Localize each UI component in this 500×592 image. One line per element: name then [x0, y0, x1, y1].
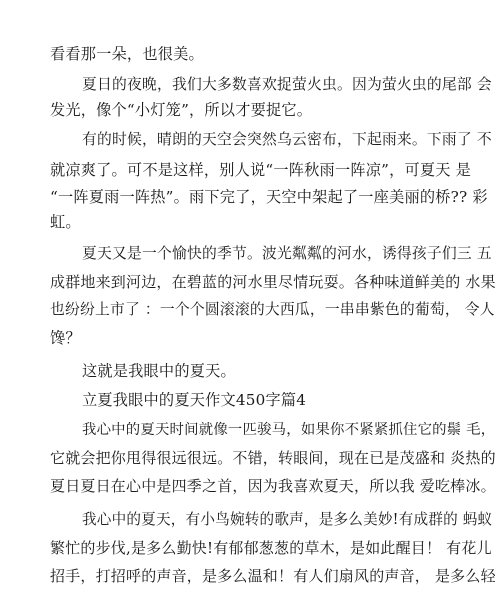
text-line: 发光，像个“小灯笼”，所以才要捉它。	[50, 101, 313, 119]
text-line: 它就会把你甩得很远很远。不错，转眼间，现在已是茂盛和 炎热的	[50, 449, 496, 467]
text-line: 也纷纷上市了 ：一个个圆滚滚的大西瓜，一串串紫色的葡萄， 令人	[50, 301, 495, 318]
text-line: 有的时候，晴朗的天空会突然乌云密布，下起雨来。下雨了 不	[82, 131, 492, 148]
text-line: 这就是我眼中的夏天。	[82, 362, 236, 380]
text-line: 馋？	[50, 329, 81, 347]
text-line: 虹。	[50, 213, 81, 231]
text-line: 就凉爽了。可不是这样，别人说“一阵秋雨一阵凉”，可夏天 是	[50, 161, 472, 179]
text-line: 繁忙的步伐,是多么勤快!有郁郁葱葱的草木，是如此醒目！ 有花儿	[50, 539, 492, 557]
text-line: 我心中的夏天时间就像一匹骏马，如果你不紧紧抓住它的鬃 毛，	[82, 422, 496, 438]
text-line: 夏天又是一个愉快的季节。波光粼粼的河水，诱得孩子们三 五	[82, 245, 492, 262]
text-line: 招手，打招呼的声音，是多么温和！有人们扇风的声音， 是多么轻	[50, 567, 496, 585]
text-line: 我心中的夏天，有小鸟婉转的歌声，是多么美妙!有成群的 蚂蚁	[82, 511, 493, 528]
section-heading: 立夏我眼中的夏天作文450字篇4	[82, 391, 307, 409]
text-line: 看看那一朵，也很美。	[50, 45, 204, 63]
text-line: 夏日的夜晚，我们大多数喜欢捉萤火虫。因为萤火虫的尾部 会	[82, 76, 492, 93]
text-line: “一阵夏雨一阵热”。雨下完了，天空中架起了一座美丽的桥?? 彩	[50, 188, 488, 206]
text-line: 成群地来到河边，在碧蓝的河水里尽情玩耍。各种味道鲜美的 水果	[50, 273, 496, 291]
text-line: 夏日夏日在心中是四季之首，因为我喜欢夏天，所以我 爱吃棒冰。	[50, 477, 496, 495]
